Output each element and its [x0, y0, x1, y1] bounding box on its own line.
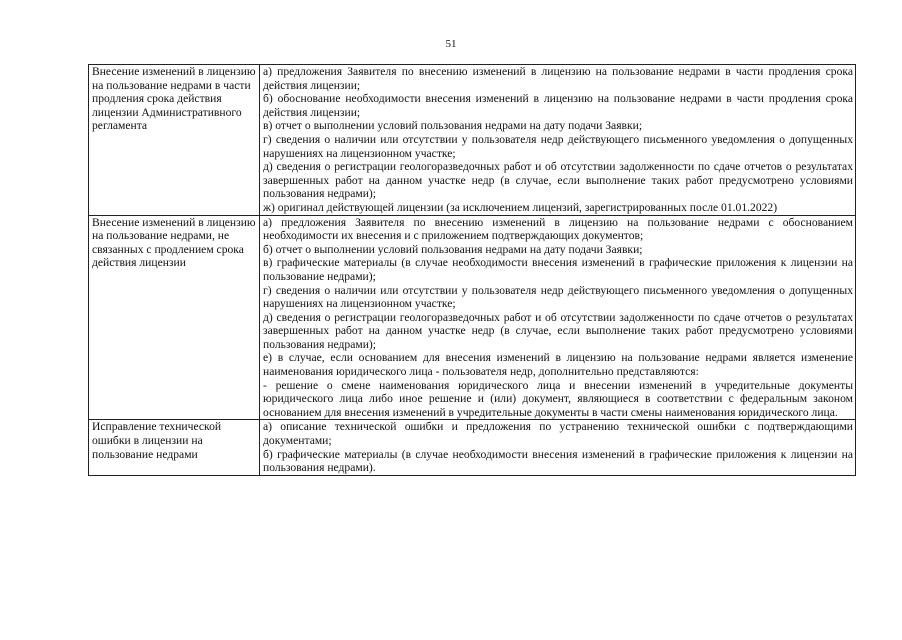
requirements-table [88, 64, 856, 476]
list-item: в) отчет о выполнении условий пользования недрами на дату подачи Заявки; [263, 119, 643, 133]
row-title-cell: Исправление технической ошибки в лицензии на пользование недрами [89, 420, 260, 475]
list-item: а) описание технической ошибки и предложения по устранению технической ошибки с подтверждающими документами; [263, 420, 853, 448]
list-item: - решение о смене наименования юридического лица и внесении изменений в учредительные документы юридического лица либо иное решение и (или) документ, являющиеся в соответствии с федеральным законом основанием для внесения изменений в учредительные документы в части смены наименования юридического лица. [263, 378, 853, 419]
row-items-cell [260, 420, 856, 475]
table-row [89, 65, 856, 216]
list-item: д) сведения о регистрации геологоразведочных работ и об отсутствии задолженности по сдаче отчетов о результатах завершенных работ на данном участке недр (в случае, если выполнение таких работ предусмотрено условиями пользования недрами); [263, 310, 853, 351]
row-title-cell: Внесение изменений в лицензию на пользование недрами, не связанных с продлением срока действия лицензии [89, 215, 260, 420]
list-item: б) графические материалы (в случае необходимости внесения изменений в графические приложения к лицензии на пользования недрами). [263, 447, 853, 475]
list-item: г) сведения о наличии или отсутствии у пользователя недр действующего письменного уведомления о допущенных нарушениях на лицензионном участке; [263, 132, 853, 160]
list-item: е) в случае, если основанием для внесения изменений в лицензию на пользование недрами является изменение наименования юридического лица - пользователя недр, дополнительно представляются: [263, 351, 853, 379]
table-row [89, 420, 856, 475]
row-items-cell [260, 215, 856, 420]
list-item: ж) оригинал действующей лицензии (за исключением лицензий, зарегистрированных после 01.01.2022) [263, 200, 778, 214]
row-title-cell: Внесение изменений в лицензию на пользование недрами в части продления срока действия лицензии Административного регламента [89, 65, 260, 216]
list-item: г) сведения о наличии или отсутствии у пользователя недр действующего письменного уведомления о допущенных нарушениях на лицензионном участке; [263, 283, 853, 311]
list-item: д) сведения о регистрации геологоразведочных работ и об отсутствии задолженности по сдаче отчетов о результатах завершенных работ на данном участке недр (в случае, если выполнение таких работ предусмотрено условиями пользования недрами); [263, 160, 853, 201]
row-items-cell [260, 65, 856, 216]
list-item: а) предложения Заявителя по внесению изменений в лицензию на пользование недрами с обоснованием необходимости их внесения и с приложением подтверждающих документов; [263, 215, 853, 243]
table-row [89, 215, 856, 420]
list-item: б) отчет о выполнении условий пользования недрами на дату подачи Заявки; [263, 242, 643, 256]
page-number: 51 [445, 38, 457, 50]
list-item: в) графические материалы (в случае необходимости внесения изменений в графические приложения к лицензии на пользование недрами); [263, 256, 853, 283]
list-item: а) предложения Заявителя по внесению изменений в лицензию на пользование недрами в части продления срока действия лицензии; [263, 65, 853, 92]
list-item: б) обоснование необходимости внесения изменений в лицензию на пользование недрами в части продления срока действия лицензии; [263, 92, 853, 119]
